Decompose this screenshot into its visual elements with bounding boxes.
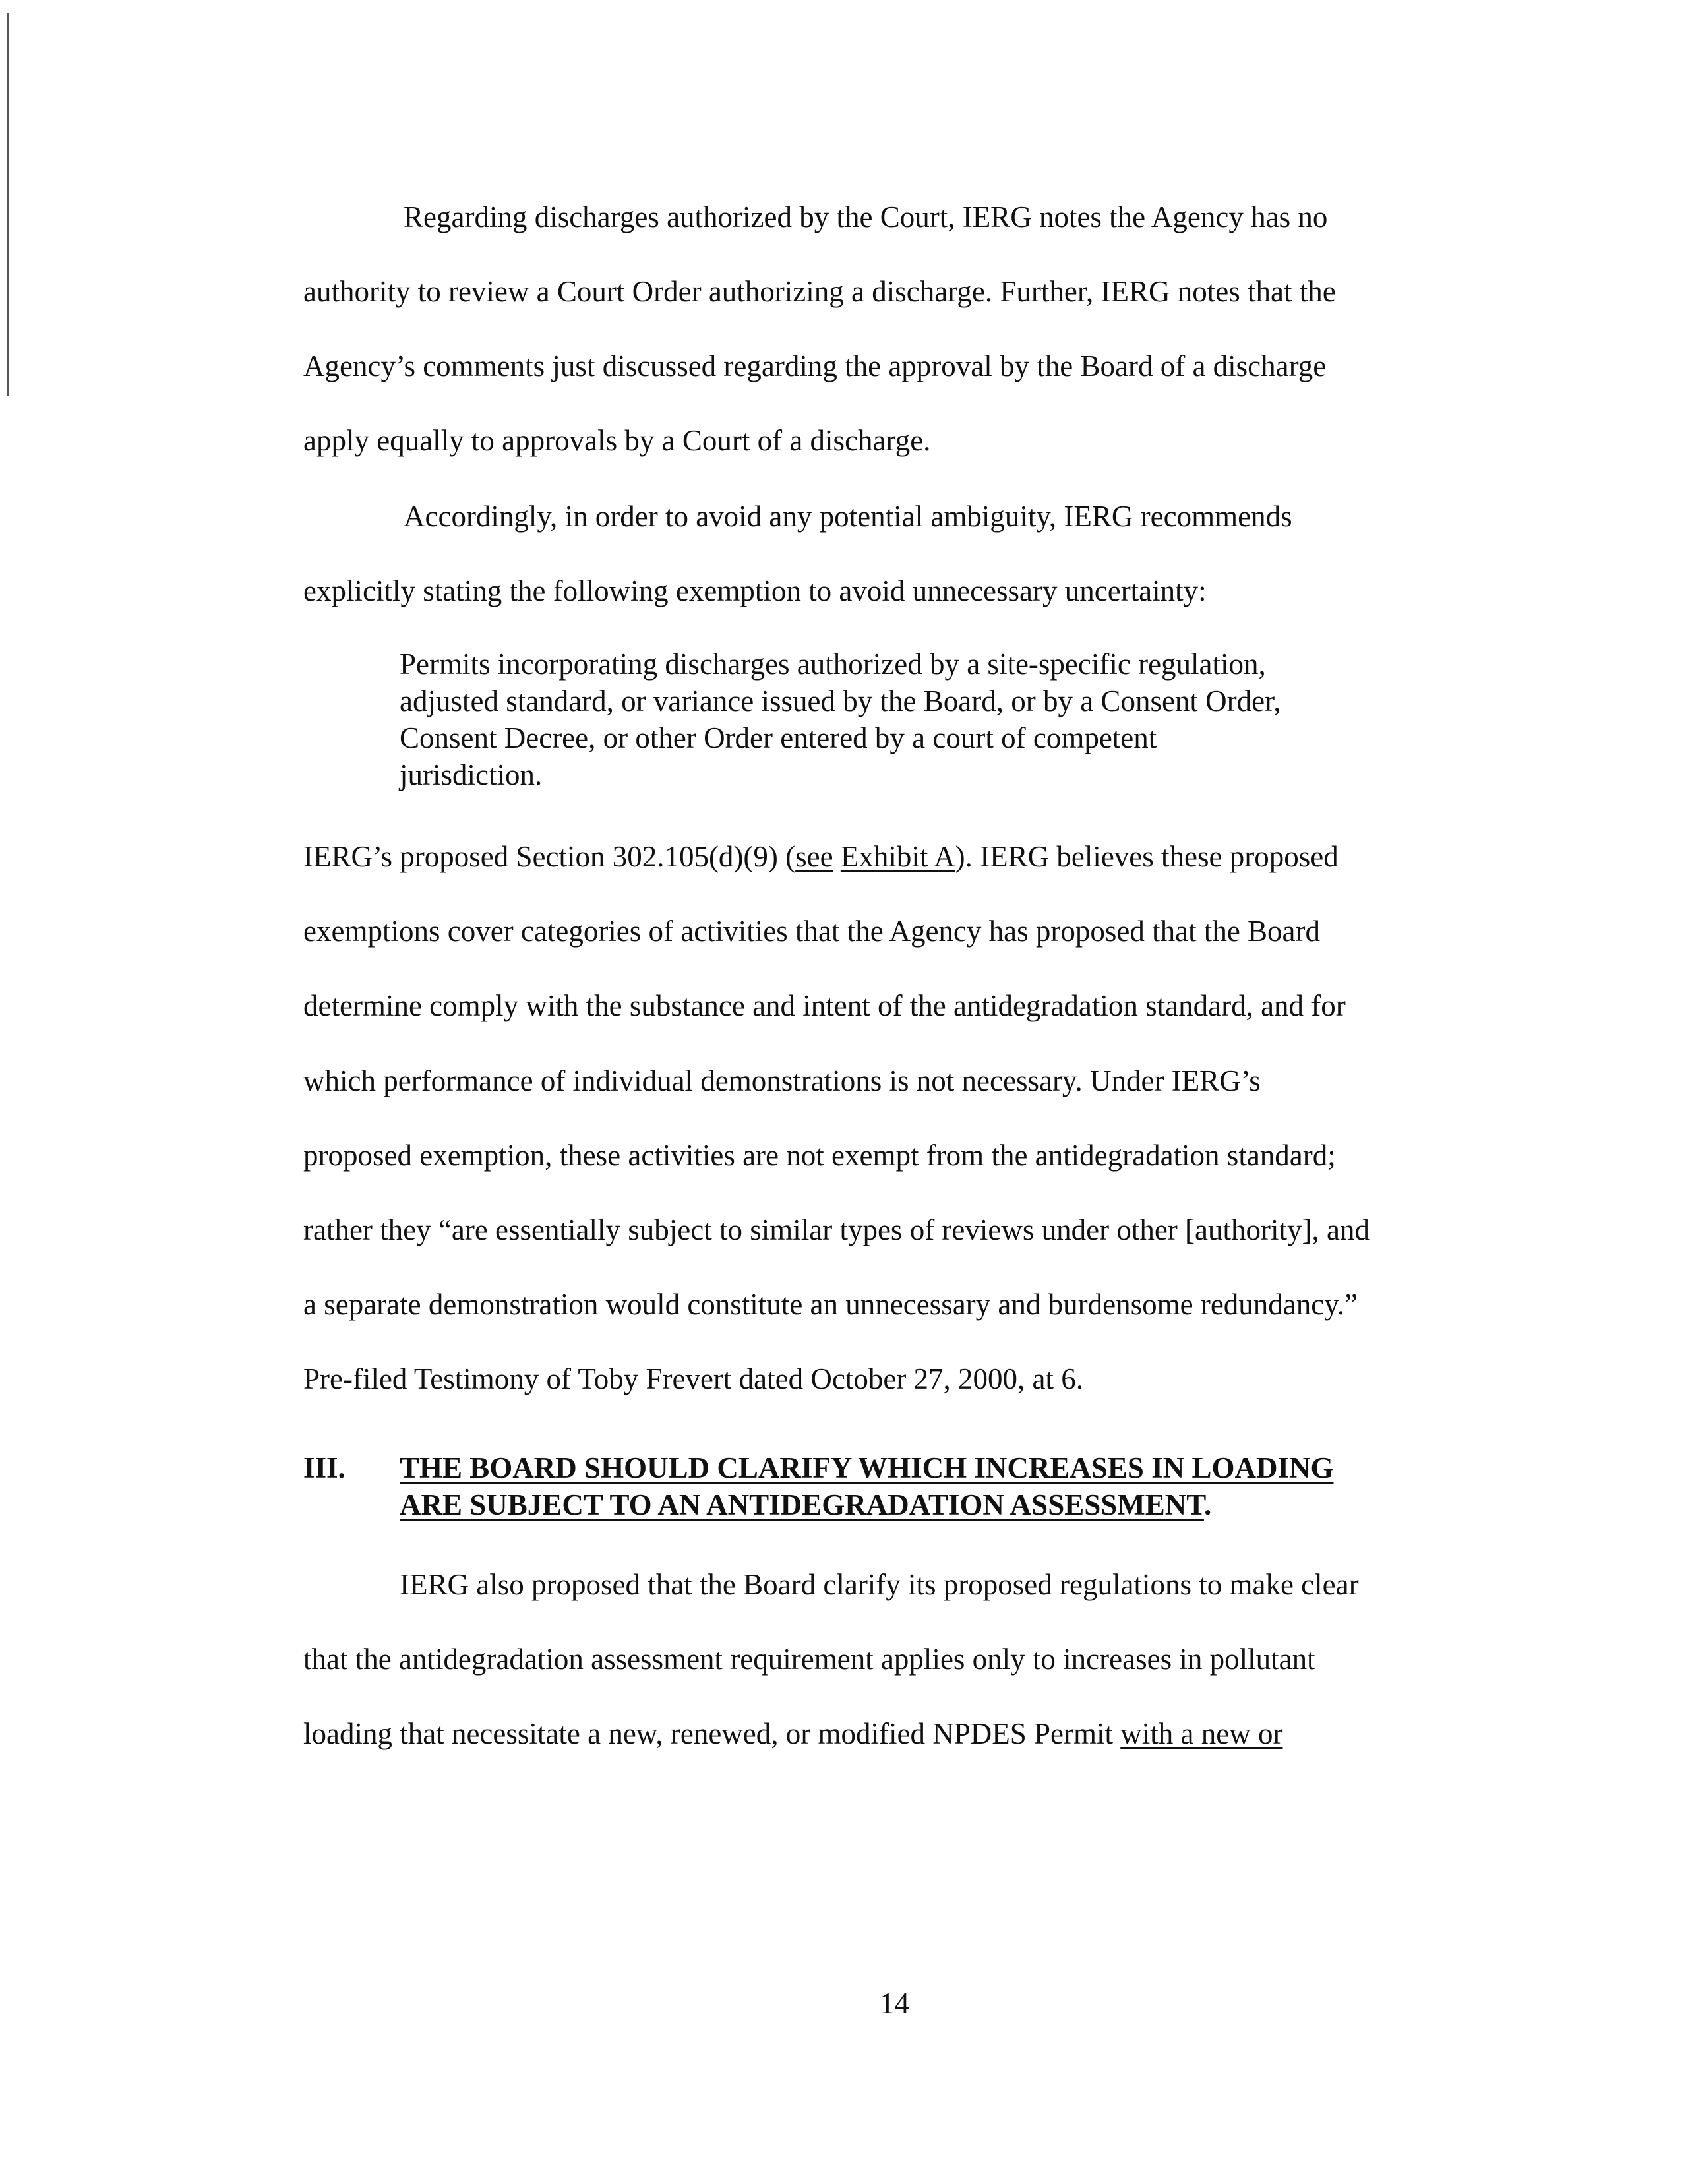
paragraph-1-line-2: authority to review a Court Order authorizing a discharge. Further, IERG notes that the <box>303 275 1336 308</box>
paragraph-3-line-7: a separate demonstration would constitute an unnecessary and burdensome redundancy.” <box>303 1288 1358 1321</box>
exhibit-a-reference: Exhibit A <box>840 840 955 873</box>
paragraph-3-line-8: Pre-filed Testimony of Toby Frevert dated October 27, 2000, at 6. <box>303 1362 1084 1395</box>
paragraph-1-line-1: Regarding discharges authorized by the Court, IERG notes the Agency has no <box>404 200 1328 233</box>
section-heading-line-1: THE BOARD SHOULD CLARIFY WHICH INCREASES IN LOADING <box>400 1451 1334 1484</box>
paragraph-3-line-3: determine comply with the substance and intent of the antidegradation standard, and for <box>303 989 1346 1022</box>
paragraph-4-line-2: that the antidegradation assessment requirement applies only to increases in pollutant <box>303 1643 1315 1676</box>
section-heading-line-2 <box>400 1488 1211 1522</box>
section-heading-period: . <box>1203 1488 1212 1521</box>
see-signal: see <box>795 840 833 873</box>
paragraph-2-line-2: explicitly stating the following exemption to avoid unnecessary uncertainty: <box>303 574 1207 607</box>
page-number: 14 <box>880 1987 909 2020</box>
paragraph-4-line-3 <box>303 1716 1282 1751</box>
scan-edge-mark <box>7 13 9 396</box>
paragraph-4-line-1: IERG also proposed that the Board clarify its proposed regulations to make clear <box>400 1568 1359 1601</box>
paragraph-3-line-5: proposed exemption, these activities are not exempt from the antidegradation standard; <box>303 1139 1336 1172</box>
paragraph-1-line-3: Agency’s comments just discussed regarding the approval by the Board of a discharge <box>303 349 1327 382</box>
paragraph-3-line-2: exemptions cover categories of activities that the Agency has proposed that the Board <box>303 915 1321 948</box>
paragraph-3-line-6: rather they “are essentially subject to similar types of reviews under other [authority], and <box>303 1213 1370 1246</box>
paragraph-4-line-3-text: loading that necessitate a new, renewed, or modified NPDES Permit <box>303 1717 1121 1750</box>
block-quote-line-1: Permits incorporating discharges authorized by a site-specific regulation, <box>400 648 1266 681</box>
paragraph-3-text-pre: IERG’s proposed Section 302.105(d)(9) ( <box>303 840 796 873</box>
paragraph-4-line-3-underlined: with a new or <box>1120 1717 1283 1750</box>
section-number: III. <box>303 1451 346 1484</box>
paragraph-3-line-1 <box>303 839 1339 874</box>
paragraph-1-line-4: apply equally to approvals by a Court of a discharge. <box>303 424 931 457</box>
paragraph-3-text-post: ). IERG believes these proposed <box>955 840 1339 873</box>
section-heading-line-2-text: ARE SUBJECT TO AN ANTIDEGRADATION ASSESSMENT <box>400 1488 1204 1521</box>
block-quote-line-4: jurisdiction. <box>400 758 543 791</box>
paragraph-3-line-4: which performance of individual demonstrations is not necessary. Under IERG’s <box>303 1064 1261 1097</box>
block-quote-line-3: Consent Decree, or other Order entered by a court of competent <box>400 721 1157 754</box>
block-quote-line-2: adjusted standard, or variance issued by the Board, or by a Consent Order, <box>400 684 1281 717</box>
paragraph-2-line-1: Accordingly, in order to avoid any potential ambiguity, IERG recommends <box>404 500 1292 533</box>
paragraph-3-space <box>833 840 841 873</box>
